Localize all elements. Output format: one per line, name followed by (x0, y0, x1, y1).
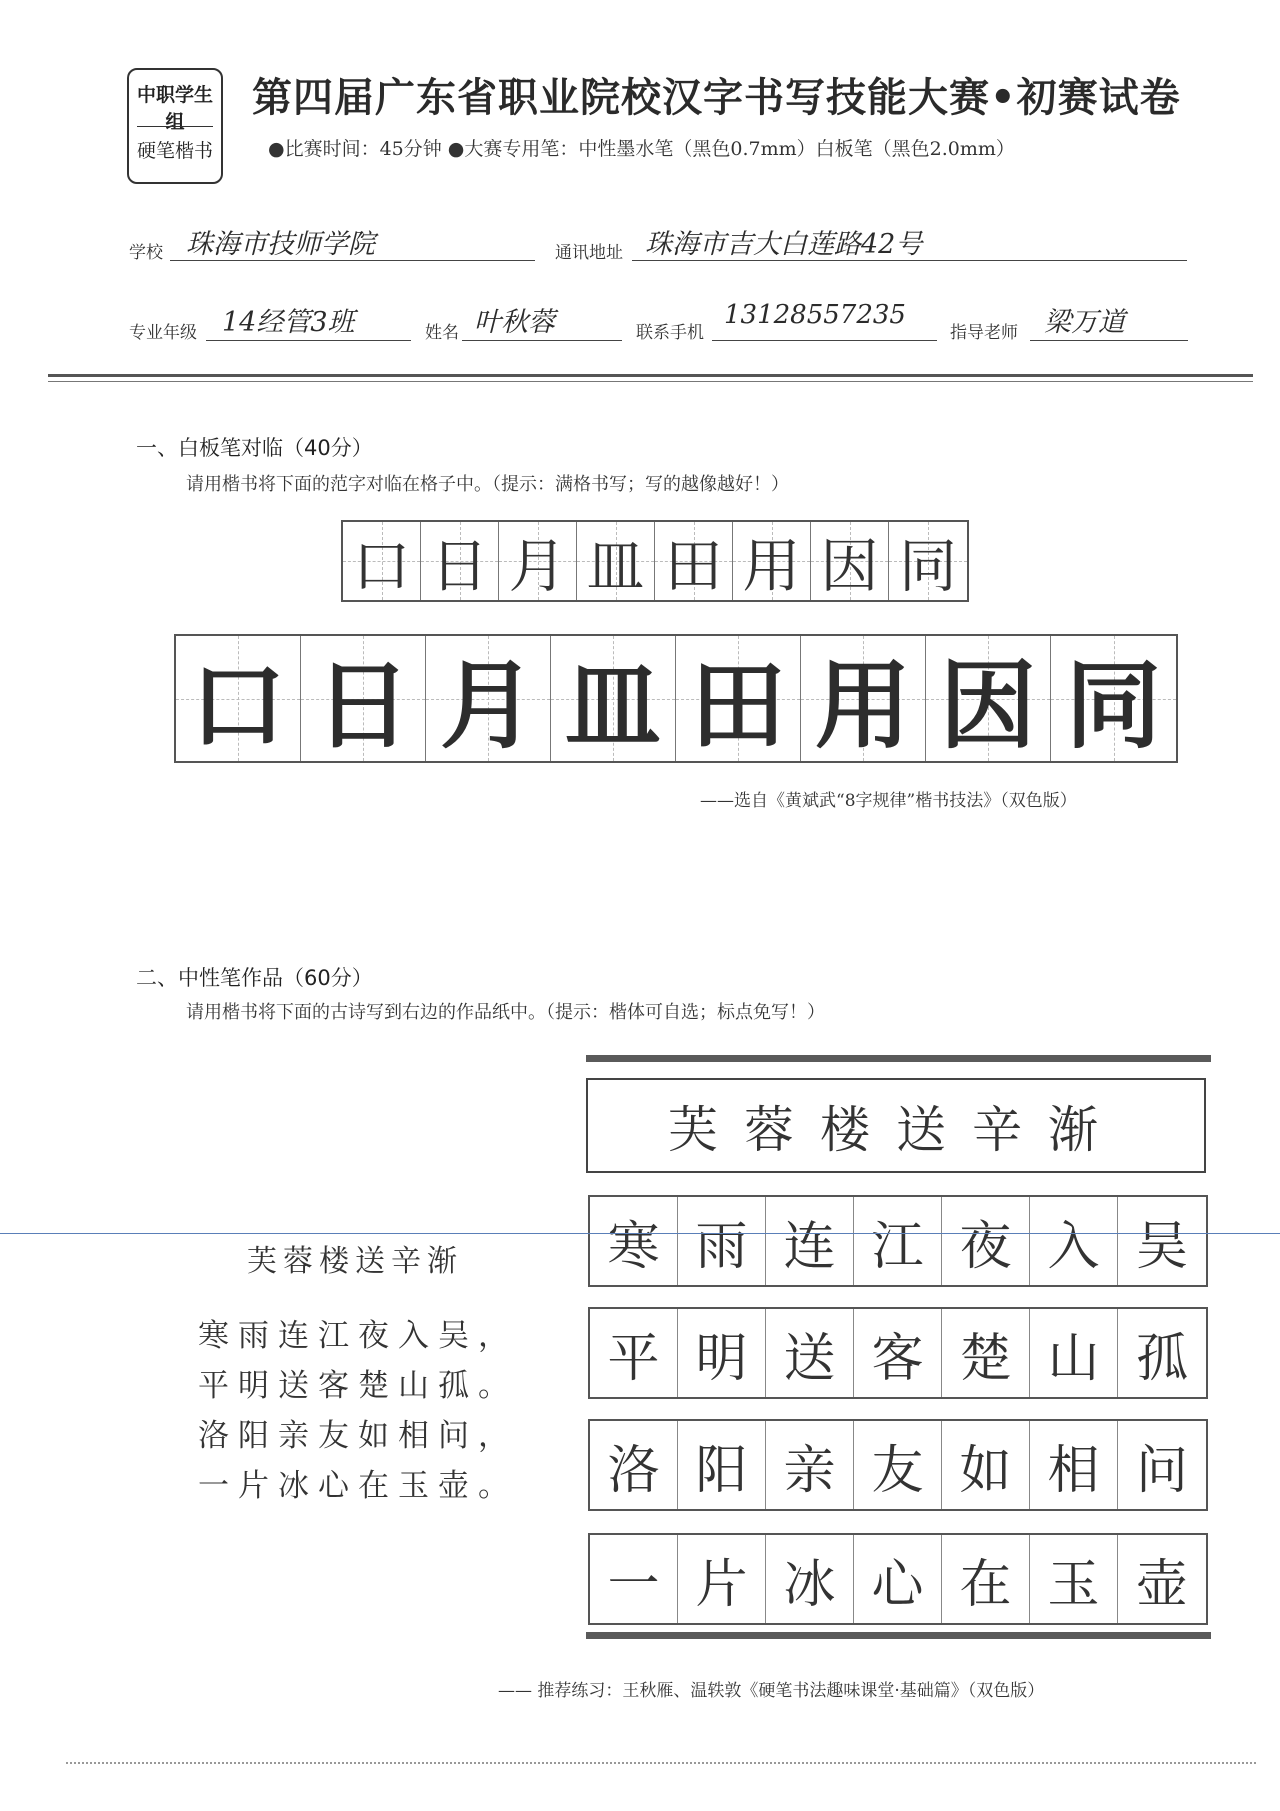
grid-char: 皿 (586, 532, 645, 600)
address-label: 通讯地址 (555, 243, 623, 263)
work-cell[interactable]: 洛 (590, 1421, 678, 1509)
grid-cell (301, 636, 426, 761)
poem-line: 寒雨连江夜入吴， (198, 1318, 518, 1354)
work-row (588, 1195, 1208, 1287)
grid-char: 口 (190, 650, 286, 762)
phone-line (712, 340, 937, 341)
work-cell[interactable]: 玉 (1030, 1535, 1118, 1623)
work-cell[interactable]: 孤 (1135, 1328, 1188, 1389)
work-cell[interactable]: 江 (854, 1197, 942, 1285)
grid-cell (499, 522, 577, 600)
grid-cell (811, 522, 889, 600)
name-line (462, 340, 622, 341)
work-cell[interactable]: 楚 (942, 1309, 1030, 1397)
teacher-line (1030, 340, 1188, 341)
work-cell[interactable]: 平 (590, 1309, 678, 1397)
work-cell[interactable]: 问 (1135, 1440, 1188, 1501)
grid-char: 月 (440, 650, 536, 762)
work-cell[interactable]: 亲 (766, 1421, 854, 1509)
poem-line: 洛阳亲友如相问， (198, 1418, 518, 1454)
header-rule-thick (48, 374, 1253, 377)
school-value[interactable]: 珠海市技师学院 (186, 229, 375, 260)
major-line (206, 340, 411, 341)
work-cell[interactable]: 山 (1030, 1309, 1118, 1397)
work-cell[interactable]: 雨 (678, 1197, 766, 1285)
practice-grid-small (341, 520, 969, 602)
grid-cell (577, 522, 655, 600)
work-cell[interactable]: 相 (1030, 1421, 1118, 1509)
grid-char: 田 (664, 532, 723, 600)
phone-value[interactable]: 13128557235 (724, 300, 906, 330)
section2-recommend: —— 推荐练习：王秋雁、温轶敦《硬笔书法趣味课堂·基础篇》（双色版） (498, 1681, 1045, 1701)
grid-cell (421, 522, 499, 600)
phone-label: 联系手机 (636, 323, 704, 343)
grid-cell (343, 522, 421, 600)
work-cell[interactable]: 寒 (590, 1197, 678, 1285)
practice-grid-large (174, 634, 1178, 763)
work-cell[interactable]: 如 (942, 1421, 1030, 1509)
work-cell[interactable]: 在 (942, 1535, 1030, 1623)
grid-cell (676, 636, 801, 761)
teacher-value[interactable]: 梁万道 (1044, 307, 1125, 338)
footer-rule (66, 1762, 1256, 1764)
grid-cell (426, 636, 551, 761)
work-cell[interactable]: 入 (1030, 1197, 1118, 1285)
grid-char: 因 (940, 650, 1036, 762)
section1-instruction: 请用楷书将下面的范字对临在格子中。（提示：满格书写；写的越像越好！） (186, 474, 789, 495)
major-value[interactable]: 14经管3班 (222, 307, 355, 338)
paper-bottom-bar (586, 1632, 1211, 1639)
grid-char: 口 (352, 532, 411, 600)
grid-char: 因 (820, 532, 879, 600)
section2-title: 二、中性笔作品（60分） (136, 966, 373, 990)
header-rule-thin (48, 381, 1253, 382)
category-badge (127, 68, 223, 184)
grid-char: 用 (742, 532, 801, 600)
name-value[interactable]: 叶秋蓉 (474, 307, 555, 338)
work-cell[interactable]: 心 (854, 1535, 942, 1623)
grid-char: 田 (690, 650, 786, 762)
work-cell[interactable]: 阳 (678, 1421, 766, 1509)
work-cell[interactable]: 送 (766, 1309, 854, 1397)
badge-group-label: 中职学生组 (136, 84, 213, 133)
grid-cell (551, 636, 676, 761)
poem-line: 平明送客楚山孤。 (198, 1368, 518, 1404)
paper-title: 第四届广东省职业院校汉字书写技能大赛•初赛试卷 (252, 75, 1181, 121)
grid-cell (176, 636, 301, 761)
section1-title: 一、白板笔对临（40分） (136, 436, 373, 460)
paper-top-bar (586, 1055, 1211, 1062)
grid-cell (655, 522, 733, 600)
teacher-label: 指导老师 (950, 323, 1018, 343)
paper-subtitle: ●比赛时间：45分钟 ●大赛专用笔：中性墨水笔（黑色0.7mm）白板笔（黑色2.0mm） (268, 138, 1015, 160)
section1-source: ——选自《黄斌武“8字规律”楷书技法》（双色版） (700, 791, 1077, 811)
grid-cell (926, 636, 1051, 761)
work-cell[interactable]: 客 (854, 1309, 942, 1397)
grid-char: 皿 (565, 650, 661, 762)
school-label: 学校 (129, 243, 163, 263)
work-cell[interactable]: 夜 (942, 1197, 1030, 1285)
work-cell[interactable]: 一 (590, 1535, 678, 1623)
grid-cell (889, 522, 967, 600)
work-cell[interactable]: 冰 (766, 1535, 854, 1623)
grid-cell (1051, 636, 1176, 761)
grid-char: 日 (315, 650, 411, 762)
work-cell[interactable]: 片 (678, 1535, 766, 1623)
badge-style-label: 硬笔楷书 (136, 140, 213, 162)
major-label: 专业年级 (129, 323, 197, 343)
grid-char: 日 (430, 532, 489, 600)
scan-guide-line (0, 1233, 1280, 1234)
work-title[interactable]: 芙蓉楼送辛渐 (586, 1078, 1206, 1173)
name-label: 姓名 (425, 323, 459, 343)
work-row (588, 1419, 1208, 1511)
poem-line: 一片冰心在玉壶。 (198, 1468, 518, 1504)
grid-char: 用 (815, 650, 911, 762)
grid-char: 月 (508, 532, 567, 600)
grid-cell (801, 636, 926, 761)
badge-divider (137, 126, 213, 127)
work-cell[interactable]: 友 (854, 1421, 942, 1509)
work-cell[interactable]: 明 (678, 1309, 766, 1397)
grid-char: 同 (1065, 650, 1162, 762)
work-row (588, 1533, 1208, 1625)
grid-cell (733, 522, 811, 600)
poem-title: 芙蓉楼送辛渐 (247, 1244, 463, 1279)
work-cell[interactable]: 壶 (1135, 1554, 1188, 1615)
grid-char: 同 (898, 532, 957, 600)
address-value[interactable]: 珠海市吉大白莲路42号 (645, 229, 923, 260)
work-cell[interactable]: 吴 (1135, 1216, 1188, 1277)
work-row (588, 1307, 1208, 1399)
section2-instruction: 请用楷书将下面的古诗写到右边的作品纸中。（提示：楷体可自选；标点免写！） (186, 1002, 825, 1023)
work-cell[interactable]: 连 (766, 1197, 854, 1285)
